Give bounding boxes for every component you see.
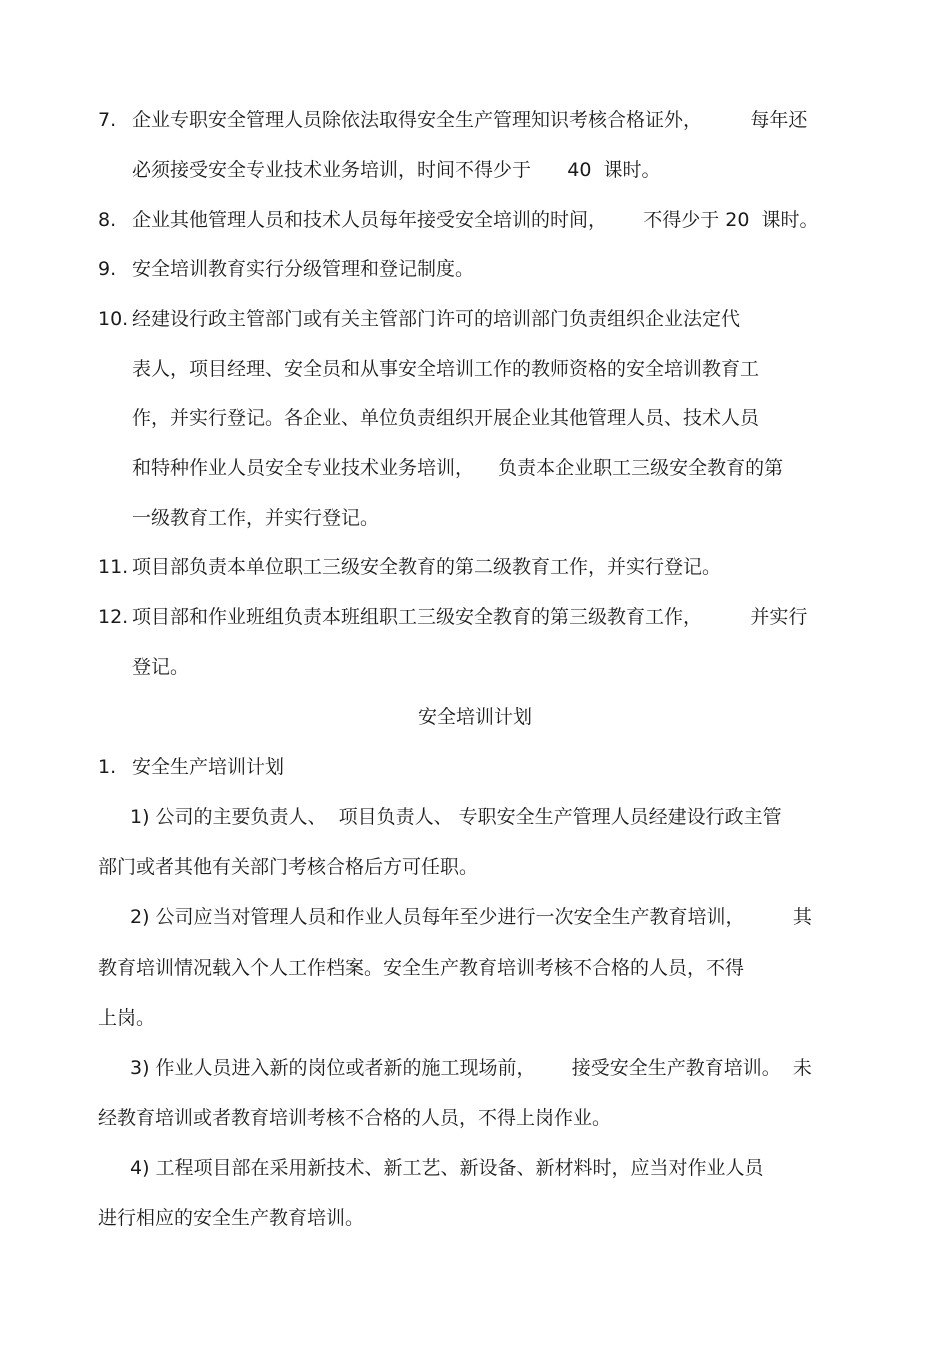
item-number: 8. bbox=[98, 209, 117, 231]
sub-heading-number: 1. bbox=[98, 756, 117, 778]
item-line: 表人，项目经理、安全员和从事安全培训工作的教师资格的安全培训教育工 bbox=[132, 358, 760, 380]
item-number: 9. bbox=[98, 258, 117, 280]
paragraph-line: 教育培训情况载入个人工作档案。安全生产教育培训考核不合格的人员，不得 bbox=[98, 957, 745, 979]
item-line: 项目部负责本单位职工三级安全教育的第二级教育工作，并实行登记。 bbox=[132, 556, 722, 578]
item-line: 企业专职安全管理人员除依法取得安全生产管理知识考核合格证外， 每年还 bbox=[132, 109, 808, 131]
paragraph-line: 经教育培训或者教育培训考核不合格的人员，不得上岗作业。 bbox=[98, 1107, 612, 1129]
item-line: 登记。 bbox=[132, 656, 190, 678]
item-number: 10. bbox=[98, 308, 129, 330]
item-line: 一级教育工作，并实行登记。 bbox=[132, 507, 380, 529]
paragraph-line: 上岗。 bbox=[98, 1007, 156, 1029]
item-number: 7. bbox=[98, 109, 117, 131]
sub-heading-text: 安全生产培训计划 bbox=[132, 756, 285, 778]
paragraph-line: 部门或者其他有关部门考核合格后方可任职。 bbox=[98, 856, 479, 878]
paragraph-first-line: 1) 公司的主要负责人、 项目负责人、 专职安全生产管理人员经建设行政主管 bbox=[130, 806, 782, 828]
item-number: 11. bbox=[98, 556, 129, 578]
section-title: 安全培训计划 bbox=[417, 706, 532, 728]
paragraph-first-line: 3) 作业人员进入新的岗位或者新的施工现场前， 接受安全生产教育培训。 未 bbox=[130, 1057, 812, 1079]
item-line: 必须接受安全专业技术业务培训，时间不得少于 40 课时。 bbox=[132, 159, 661, 181]
item-line: 和特种作业人员安全专业技术业务培训， 负责本企业职工三级安全教育的第 bbox=[132, 457, 784, 479]
item-number: 12. bbox=[98, 606, 129, 628]
item-line: 项目部和作业班组负责本班组职工三级安全教育的第三级教育工作， 并实行 bbox=[132, 606, 808, 628]
paragraph-first-line: 2) 公司应当对管理人员和作业人员每年至少进行一次安全生产教育培训， 其 bbox=[130, 906, 812, 928]
paragraph-line: 进行相应的安全生产教育培训。 bbox=[98, 1207, 365, 1229]
item-line: 企业其他管理人员和技术人员每年接受安全培训的时间， 不得少于 20 课时。 bbox=[132, 209, 819, 231]
item-line: 作，并实行登记。各企业、单位负责组织开展企业其他管理人员、技术人员 bbox=[132, 407, 760, 429]
item-line: 经建设行政主管部门或有关主管部门许可的培训部门负责组织企业法定代 bbox=[132, 308, 741, 330]
paragraph-first-line: 4) 工程项目部在采用新技术、新工艺、新设备、新材料时，应当对作业人员 bbox=[130, 1157, 764, 1179]
item-line: 安全培训教育实行分级管理和登记制度。 bbox=[132, 258, 475, 280]
